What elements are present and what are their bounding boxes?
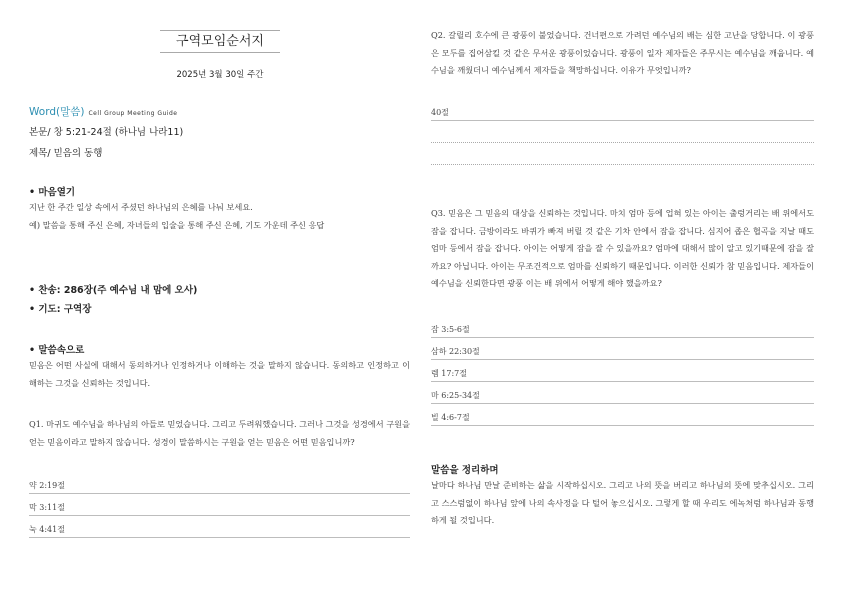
word-label-subtitle: Cell Group Meeting Guide xyxy=(88,110,178,117)
summary-text: 날마다 하나님 만날 준비하는 삶을 시작하십시오. 그리고 나의 뜻을 버리고 하나님의 뜻에 맞추십시오. 그리고 스스럼없이 하나님 앞에 나의 속사정을 다 털어 놓으십시오. 그렇게 할 때 우리도 에녹처럼 하나님과 동행하게 될 것입니다. xyxy=(431,480,814,525)
summary-heading: 말씀을 정리하며 xyxy=(431,465,499,476)
sermon-subject: 제목/ 믿음의 동행 xyxy=(29,148,103,159)
q1-answer-line[interactable]: 막 3:11절 xyxy=(29,501,410,516)
q3-answer-line[interactable]: 삼하 22:30절 xyxy=(431,345,814,360)
q2-answer-blank-line[interactable] xyxy=(431,150,814,165)
hymn-line: • 찬송: 286장(주 예수님 내 맘에 오사) xyxy=(29,285,198,296)
question-2: Q2. 갈릴리 호수에 큰 광풍이 불었습니다. 건너편으로 가려던 예수님의 배는 심한 고난을 당합니다. 이 광풍은 모두를 집어삼킬 것 같은 무서운 광풍이었습니다. 광풍이 일자 제자들은 주무시는 예수님을 깨웁니다. 예수님을 깨웠더니 예수님께서 제자들을 책망하십니다. 이유가 무엇입니까? xyxy=(431,30,814,75)
intoword-intro: 믿음은 어떤 사실에 대해서 동의하거나 인정하거나 이해하는 것을 말하지 않습니다. 동의하고 인정하고 이해하는 그것을 신뢰하는 것입니다. xyxy=(29,360,410,388)
title-rule-bottom xyxy=(160,52,280,53)
prayer-line: • 기도: 구역장 xyxy=(29,304,92,315)
word-label-text: Word(말씀) xyxy=(29,106,85,118)
page-title: 구역모임순서지 xyxy=(176,34,264,49)
question-3: Q3. 믿음은 그 믿음의 대상을 신뢰하는 것입니다. 마치 엄마 등에 업혀 있는 아이는 출렁거리는 배 위에서도 잠을 잡니다. 금방이라도 바퀴가 빠져 버릴 것 같은 기차 안에서 잠을 잡니다. 심지어 좁은 협곡을 지날 때도 엄마 등에서 잠을 잡니다. 아이는 어떻게 잠을 잘 수 있을까요? 엄마에 대해서 많이 알고 있기때문에 잠을 잘까요? 아닙니다. 아이는 무조건적으로 엄마를 신뢰하기 때문입니다. 이러한 신뢰가 참 믿음입니다. 제자들이 예수님을 신뢰한다면 광풍 이는 배 위에서 어떻게 해야 했을까요? xyxy=(431,208,814,288)
opening-text xyxy=(29,199,410,234)
opening-line-2: 예) 말씀을 통해 주신 은혜, 자녀들의 입술을 통해 주신 은혜, 기도 가운데 주신 응답 xyxy=(29,219,325,230)
q3-answer-line[interactable]: 마 6:25-34절 xyxy=(431,389,814,404)
q3-answer-lines xyxy=(431,323,814,426)
q3-answer-line[interactable]: 빌 4:6-7절 xyxy=(431,411,814,426)
opening-heading: • 마음열기 xyxy=(29,187,76,198)
q1-answer-line[interactable]: 눅 4:41절 xyxy=(29,523,410,538)
q1-answer-line[interactable]: 약 2:19절 xyxy=(29,479,410,494)
opening-line-1: 지난 한 주간 일상 속에서 주셨던 하나님의 은혜를 나눠 보세요. xyxy=(29,202,253,212)
q2-answer-lines xyxy=(431,106,814,165)
q3-answer-line[interactable]: 렘 17:7절 xyxy=(431,367,814,382)
word-section-label xyxy=(29,104,177,119)
intoword-heading: • 말씀속으로 xyxy=(29,345,85,356)
q2-answer-line[interactable]: 40절 xyxy=(431,106,814,121)
question-1: Q1. 마귀도 예수님을 하나님의 아들로 믿었습니다. 그리고 두려워했습니다. 그러나 그것을 성경에서 구원을 얻는 믿음이라고 말하지 않습니다. 성경이 말씀하시는 구원을 얻는 믿음은 어떤 믿음입니까? xyxy=(29,419,410,447)
q2-answer-blank-line[interactable] xyxy=(431,128,814,143)
q3-answer-line[interactable]: 잠 3:5-6절 xyxy=(431,323,814,338)
scripture-reference: 본문/ 창 5:21-24절 (하나님 나라11) xyxy=(29,127,184,138)
week-date: 2025년 3월 30일 주간 xyxy=(176,70,264,80)
q1-answer-lines xyxy=(29,479,410,538)
